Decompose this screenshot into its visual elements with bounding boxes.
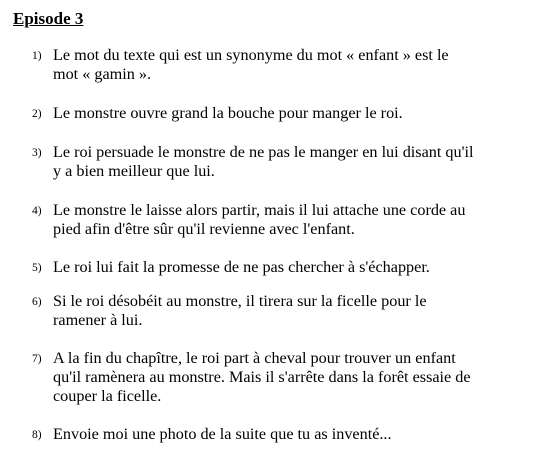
item-number: 5): [32, 262, 42, 274]
item-text: [53, 46, 523, 84]
item-line: Envoie moi une photo de la suite que tu as inventé...: [53, 425, 392, 443]
item-text: [53, 425, 523, 444]
item-text: [53, 201, 523, 239]
item-number: 6): [32, 296, 42, 308]
item-line: Le monstre ouvre grand la bouche pour manger le roi.: [53, 104, 403, 122]
item-line: Le roi persuade le monstre de ne pas le manger en lui disant qu'il: [53, 143, 474, 161]
episode-title: Episode 3: [13, 9, 84, 28]
item-number: 4): [32, 205, 42, 217]
item-line: mot « gamin ».: [53, 65, 152, 83]
item-line: qu'il ramènera au monstre. Mais il s'arrête dans la forêt essaie de: [53, 368, 471, 386]
item-line: A la fin du chapître, le roi part à cheval pour trouver un enfant: [53, 349, 456, 367]
item-text: [53, 143, 523, 181]
item-line: Le roi lui fait la promesse de ne pas chercher à s'échapper.: [53, 258, 430, 276]
item-line: Le monstre le laisse alors partir, mais il lui attache une corde au: [53, 201, 466, 219]
item-number: 1): [32, 50, 42, 62]
item-line: Si le roi désobéit au monstre, il tirera sur la ficelle pour le: [53, 292, 427, 310]
item-text: [53, 292, 523, 330]
item-line: Le mot du texte qui est un synonyme du mot « enfant » est le: [53, 46, 449, 64]
item-number: 2): [32, 108, 42, 120]
item-text: [53, 104, 523, 123]
item-number: 3): [32, 147, 42, 159]
item-number: 8): [32, 429, 42, 441]
item-line: ramener à lui.: [53, 311, 143, 329]
item-text: [53, 258, 523, 277]
item-number: 7): [32, 353, 42, 365]
item-line: pied afin d'être sûr qu'il revienne avec l'enfant.: [53, 220, 355, 238]
item-line: couper la ficelle.: [53, 387, 162, 405]
item-text: [53, 349, 523, 406]
item-line: y a bien meilleur que lui.: [53, 162, 215, 180]
